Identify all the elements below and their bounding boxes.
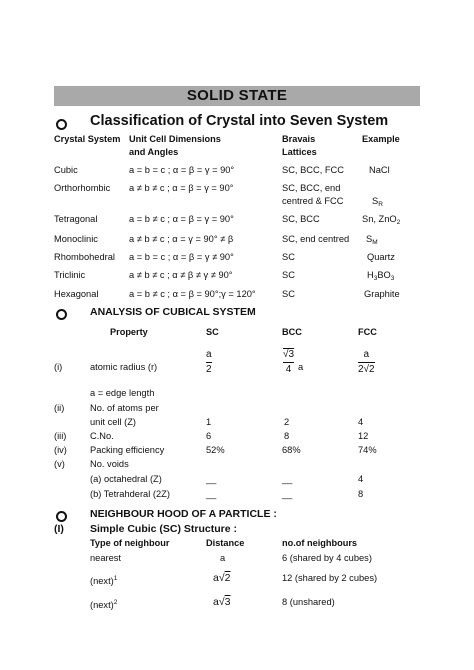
edge-length-note: a = edge length: [90, 388, 155, 398]
header-unit-cell-1: Unit Cell Dimensions: [129, 134, 221, 144]
atoms-label-2: unit cell (Z): [90, 417, 136, 427]
row-rhombo-lattice: SC: [282, 252, 295, 262]
row-mono-example: $S_M$: [366, 234, 378, 246]
row-tri-lattice: SC: [282, 270, 295, 280]
cno-label: C.No.: [90, 431, 114, 441]
row-tetra-system: Tetragonal: [54, 214, 98, 224]
bullet-icon: [56, 119, 67, 130]
section2-heading: ANALYSIS OF CUBICAL SYSTEM: [90, 306, 256, 318]
header-bravais-2: Lattices: [282, 147, 317, 157]
row-cubic-dims: a = b = c ; α = β = γ = 90°: [129, 165, 235, 175]
row-rhombo-dims: a = b = c ; α = β = γ ≠ 90°: [129, 252, 234, 262]
neighbour-type: nearest: [90, 553, 122, 563]
tet-fcc: 8: [358, 489, 364, 499]
header-unit-cell-2: and Angles: [129, 147, 179, 157]
atoms-bcc: 2: [284, 417, 290, 427]
packing-label: Packing efficiency: [90, 445, 165, 455]
row-rhombo-example: Quartz: [367, 252, 395, 262]
header-bcc: BCC: [282, 327, 302, 337]
bullet-icon: [56, 309, 67, 320]
atoms-sc: 1: [206, 417, 212, 427]
packing-bcc: 68%: [282, 445, 301, 455]
atoms-fcc: 4: [358, 417, 364, 427]
oct-fcc: 4: [358, 474, 364, 484]
header-sc: SC: [206, 327, 219, 337]
row-tetra-example: Sn, ZnO$_2$: [362, 214, 401, 226]
cno-fcc: 12: [358, 431, 369, 441]
cno-bcc: 8: [284, 431, 290, 441]
neighbour-count: 6 (shared by 4 cubes): [282, 553, 372, 563]
oct-sc: __: [206, 474, 217, 484]
row-hex-system: Hexagonal: [54, 289, 99, 299]
cno-sc: 6: [206, 431, 212, 441]
row-ortho-example: $S_R$: [372, 196, 383, 208]
row-hex-example: Graphite: [364, 289, 400, 299]
packing-sc: 52%: [206, 445, 225, 455]
section3-heading: NEIGHBOUR HOOD OF A PARTICLE :: [90, 508, 277, 520]
header-count: no.of neighbours: [282, 538, 358, 548]
bcc-radius-fraction: √3 4: [283, 349, 295, 375]
sc-radius-fraction: a 2: [206, 349, 212, 375]
row-num: (iv): [54, 445, 67, 455]
row-mono-system: Monoclinic: [54, 234, 98, 244]
header-property: Property: [110, 327, 148, 337]
row-num: (i): [54, 362, 63, 372]
tet-bcc: __: [282, 489, 293, 499]
atoms-label-1: No. of atoms per: [90, 403, 159, 413]
row-tri-system: Triclinic: [54, 270, 86, 280]
header-fcc: FCC: [358, 327, 377, 337]
row-mono-dims: a ≠ b ≠ c ; α = γ = 90° ≠ β: [129, 234, 234, 244]
voids-label: No. voids: [90, 459, 129, 469]
title-bar: [54, 86, 420, 106]
row-cubic-lattice: SC, BCC, FCC: [282, 165, 344, 175]
header-bravais-1: Bravais: [282, 134, 316, 144]
row-mono-lattice: SC, end centred: [282, 234, 350, 244]
neighbour-count: 12 (shared by 2 cubes): [282, 573, 378, 583]
row-hex-lattice: SC: [282, 289, 295, 299]
header-example: Example: [362, 134, 400, 144]
neighbour-type: (next)$^1$: [90, 575, 118, 586]
sub-heading: Simple Cubic (SC) Structure :: [90, 523, 238, 535]
header-distance: Distance: [206, 538, 245, 548]
row-tri-dims: a ≠ b ≠ c ; α ≠ β ≠ γ ≠ 90°: [129, 270, 233, 280]
oct-label: (a) octahedral (Z): [90, 474, 162, 484]
row-num: (ii): [54, 403, 65, 413]
row-ortho-system: Orthorhombic: [54, 183, 111, 193]
row-num: (iii): [54, 431, 67, 441]
row-ortho-dims: a ≠ b ≠ c ; α = β = γ = 90°: [129, 183, 234, 193]
oct-bcc: __: [282, 474, 293, 484]
packing-fcc: 74%: [358, 445, 377, 455]
row-num: (v): [54, 459, 65, 469]
neighbour-distance: a√2: [213, 572, 231, 584]
neighbour-type: (next)$^2$: [90, 599, 118, 610]
row-cubic-example: NaCl: [369, 165, 390, 175]
row-ortho-lattice: SC, BCC, end: [282, 183, 341, 193]
neighbour-distance: a√3: [213, 596, 231, 608]
row-rhombo-system: Rhombohedral: [54, 252, 115, 262]
neighbour-count: 8 (unshared): [282, 597, 335, 607]
section1-heading: Classification of Crystal into Seven System: [90, 113, 389, 129]
atomic-radius-label: atomic radius (r): [90, 362, 158, 372]
sub-num: (I): [54, 523, 64, 535]
header-type: Type of neighbour: [90, 538, 170, 548]
row-cubic-system: Cubic: [54, 165, 78, 175]
tet-label: (b) Tetrahderal (2Z): [90, 489, 170, 499]
neighbour-distance: a: [220, 553, 226, 563]
row-tri-example: $H_3BO_3$: [367, 270, 395, 282]
bullet-icon: [56, 511, 67, 522]
fcc-radius-fraction: a 2√2: [358, 349, 375, 375]
tet-sc: __: [206, 489, 217, 499]
header-crystal-system: Crystal System: [54, 134, 121, 144]
row-tetra-lattice: SC, BCC: [282, 214, 320, 224]
bcc-radius-suffix: a: [298, 362, 304, 372]
row-hex-dims: a = b ≠ c ; α = β = 90°;γ = 120°: [129, 289, 256, 299]
row-tetra-dims: a = b ≠ c ; α = β = γ = 90°: [129, 214, 234, 224]
row-ortho-lattice2: centred & FCC: [282, 196, 344, 206]
page-title: SOLID STATE: [186, 87, 288, 104]
